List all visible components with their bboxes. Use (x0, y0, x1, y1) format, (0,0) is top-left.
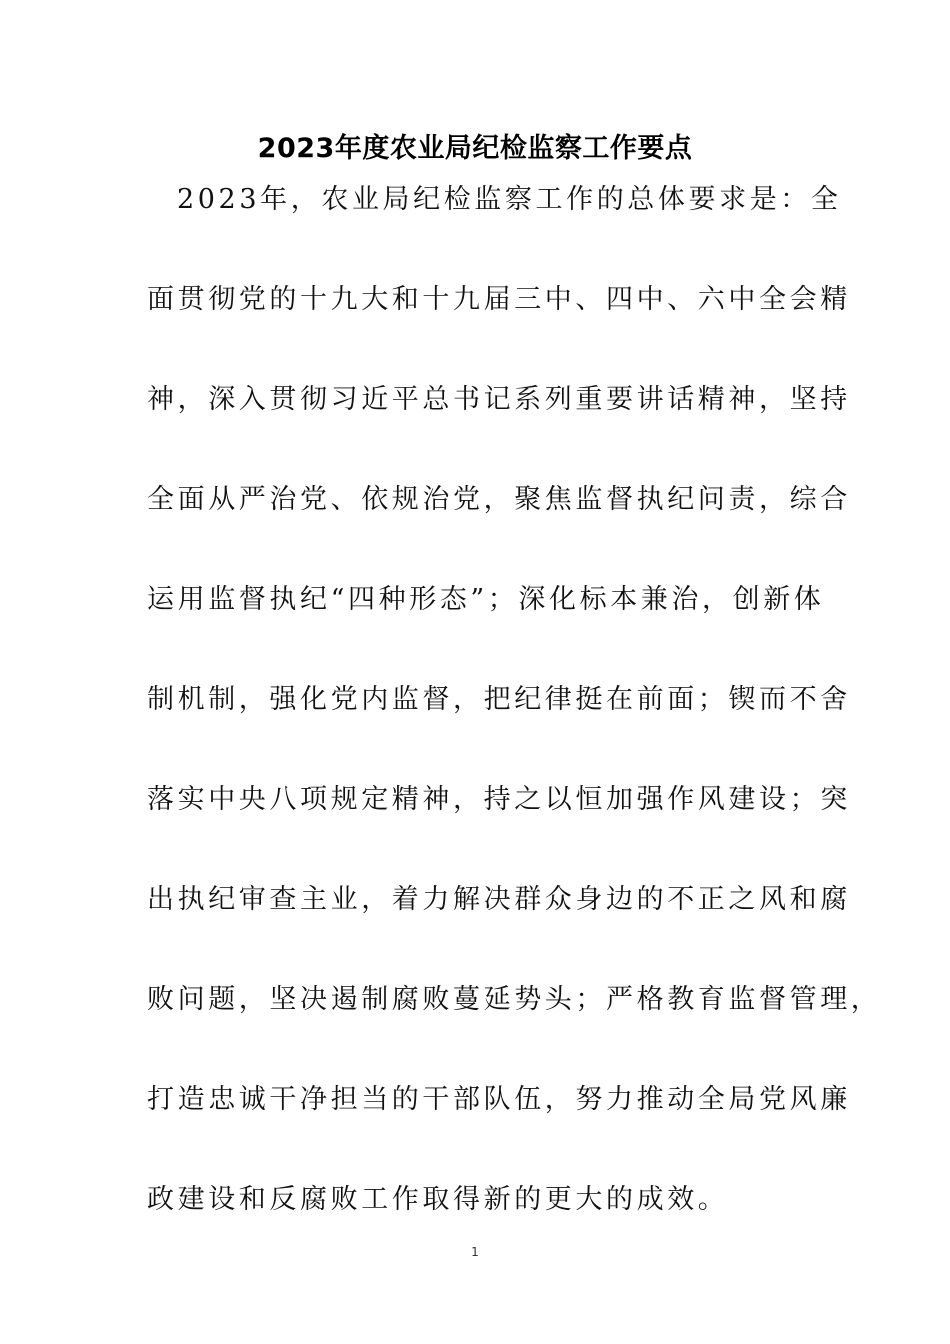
paragraph-line: 打造忠诚干净担当的干部队伍，努力推动全局党风廉 (147, 1084, 851, 1115)
paragraph-line: 制机制，强化党内监督，把纪律挺在前面；锲而不舍 (147, 684, 851, 715)
paragraph-line: 2023年，农业局纪检监察工作的总体要求是：全 (177, 184, 842, 215)
body-paragraph (147, 168, 882, 1268)
paragraph-line: 出执纪审查主业，着力解决群众身边的不正之风和腐 (147, 884, 851, 915)
paragraph-line: 全面从严治党、依规治党，聚焦监督执纪问责，综合 (147, 484, 851, 515)
paragraph-line: 政建设和反腐败工作取得新的更大的成效。 (147, 1184, 729, 1215)
paragraph-line: 运用监督执纪“四种形态”；深化标本兼治，创新体 (147, 584, 825, 615)
paragraph-line: 面贯彻党的十九大和十九届三中、四中、六中全会精 (147, 284, 851, 315)
page-number: 1 (471, 1245, 479, 1259)
paragraph-line: 落实中央八项规定精神，持之以恒加强作风建设；突 (147, 784, 851, 815)
paragraph-line: 神，深入贯彻习近平总书记系列重要讲话精神，坚持 (147, 384, 851, 415)
document-title: 2023年度农业局纪检监察工作要点 (257, 133, 693, 164)
paragraph-line: 败问题，坚决遏制腐败蔓延势头；严格教育监督管理， (147, 984, 882, 1015)
